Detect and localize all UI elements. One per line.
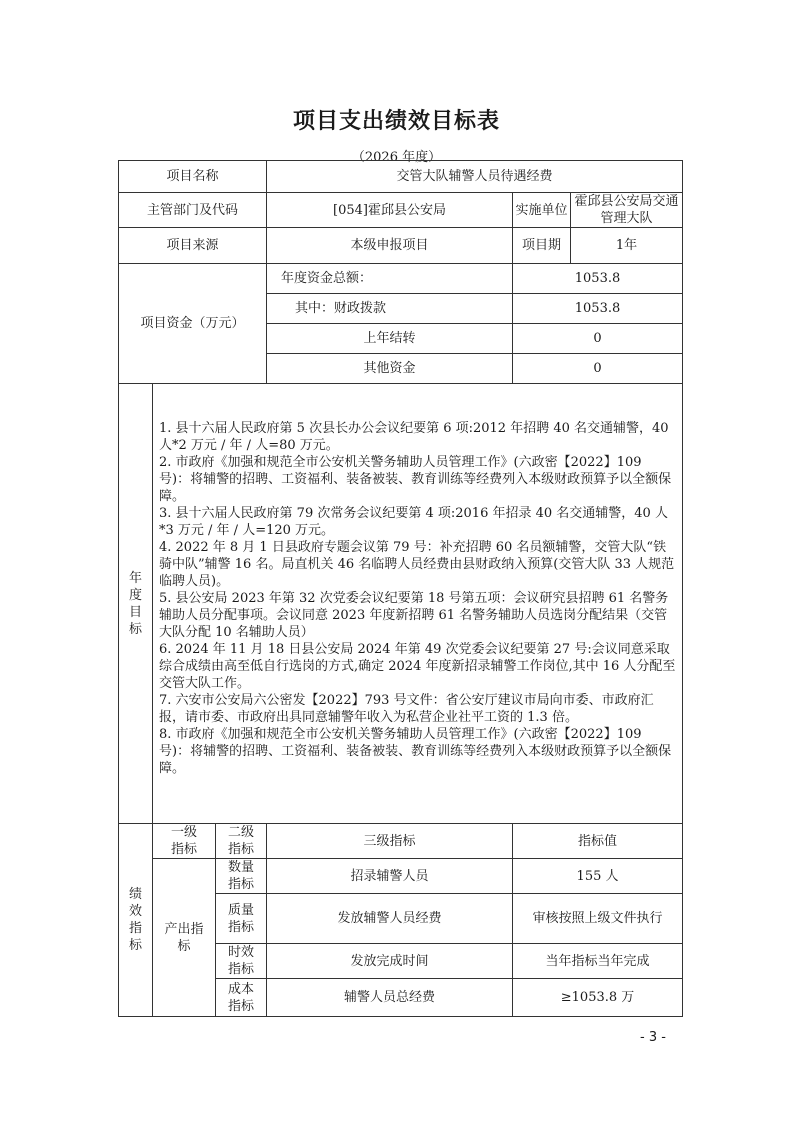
- source-label: 项目来源: [119, 228, 267, 264]
- period-label: 项目期: [513, 228, 571, 264]
- project-name-row: [119, 161, 683, 193]
- fund-value: 1053.8: [513, 264, 683, 294]
- level2: 时效指标: [216, 944, 267, 979]
- dept-label: 主管部门及代码: [119, 193, 267, 228]
- goal-item: 7. 六安市公安局六公密发【2022】793 号文件：省公安厅建议市局向市委、市政府汇报，请市委、市政府出具同意辅警年收入为私营企业社平工资的 1.3 倍。: [159, 693, 654, 725]
- source-value: 本级申报项目: [267, 228, 513, 264]
- impl-unit-label: 实施单位: [513, 193, 571, 228]
- annual-goal-row: [119, 384, 683, 824]
- funds-label: 项目资金（万元）: [119, 264, 267, 384]
- period-value: 1年: [571, 228, 683, 264]
- level3: 发放辅警人员经费: [267, 894, 513, 944]
- dept-value: [054]霍邱县公安局: [267, 193, 513, 228]
- fund-label: 其他资金: [267, 354, 513, 384]
- fund-label: 上年结转: [267, 324, 513, 354]
- page-number: - 3 -: [640, 1030, 666, 1045]
- source-row: [119, 228, 683, 264]
- indicator-value: 155 人: [513, 859, 683, 894]
- project-name-label: 项目名称: [119, 161, 267, 193]
- performance-target-table: [118, 160, 683, 1017]
- fund-row: [119, 264, 683, 294]
- fund-value: 0: [513, 324, 683, 354]
- header-level2: 二级指标: [216, 824, 267, 859]
- document-title: 项目支出绩效目标表: [292, 109, 500, 134]
- indicator-value: 审核按照上级文件执行: [513, 894, 683, 944]
- year-label: （2026 年度）: [351, 150, 442, 165]
- level3: 招录辅警人员: [267, 859, 513, 894]
- annual-goal-label: 年度目标: [119, 384, 153, 824]
- indicator-value: 当年指标当年完成: [513, 944, 683, 979]
- goal-item: 5. 县公安局 2023 年第 32 次党委会议纪要第 18 号第五项：会议研究县招聘 61 名警务辅助人员分配事项。会议同意 2023 年度新招聘 61 名警务辅助人员选岗分配结果（交管大队分配 10 名辅助人员）: [159, 591, 669, 640]
- level1-output: 产出指标: [153, 859, 216, 1017]
- indicator-value: ≥1053.8 万: [513, 979, 683, 1017]
- header-value: 指标值: [513, 824, 683, 859]
- header-level3: 三级指标: [267, 824, 513, 859]
- fund-value: 1053.8: [513, 294, 683, 324]
- fund-value: 0: [513, 354, 683, 384]
- fund-label: 年度资金总额：: [267, 264, 513, 294]
- level2: 数量指标: [216, 859, 267, 894]
- level3: 辅警人员总经费: [267, 979, 513, 1017]
- annual-goal-content: [153, 384, 683, 824]
- goal-item: 4. 2022 年 8 月 1 日县政府专题会议第 79 号：补充招聘 60 名员额辅警，交管大队“铁骑中队”辅警 16 名。局直机关 46 名临聘人员经费由县财政纳入预算(交管大队 33 人规范临聘人员)。: [159, 540, 675, 589]
- dept-row: [119, 193, 683, 228]
- project-name-value: 交管大队辅警人员待遇经费: [267, 161, 683, 193]
- indicators-label: 绩效指标: [119, 824, 153, 1017]
- impl-unit-value: 霍邱县公安局交通管理大队: [571, 193, 683, 228]
- fund-label: 其中：财政拨款: [267, 294, 513, 324]
- indicator-header-row: [119, 824, 683, 859]
- header-level1: 一级指标: [153, 824, 216, 859]
- indicator-row: [119, 859, 683, 894]
- goal-item: 8. 市政府《加强和规范全市公安机关警务辅助人员管理工作》(六政密【2022】109 号)：将辅警的招聘、工资福利、装备被装、教育训练等经费列入本级财政预算予以全额保障。: [159, 727, 672, 776]
- level2: 质量指标: [216, 894, 267, 944]
- goal-item: 1. 县十六届人民政府第 5 次县长办公会议纪要第 6 项:2012 年招聘 40 名交通辅警，40 人*2 万元 / 年 / 人=80 万元。: [159, 421, 669, 453]
- level3: 发放完成时间: [267, 944, 513, 979]
- goal-item: 3. 县十六届人民政府第 79 次常务会议纪要第 4 项:2016 年招录 40 名交通辅警，40 人*3 万元 / 年 / 人=120 万元。: [159, 506, 668, 538]
- goal-item: 6. 2024 年 11 月 18 日县公安局 2024 年第 49 次党委会议纪要第 27 号:会议同意采取综合成绩由高至低自行选岗的方式,确定 2024 年度新招录辅警工作岗位,其中 16 人分配至交管大队工作。: [159, 642, 676, 691]
- level2: 成本指标: [216, 979, 267, 1017]
- goal-item: 2. 市政府《加强和规范全市公安机关警务辅助人员管理工作》(六政密【2022】109 号)：将辅警的招聘、工资福利、装备被装、教育训练等经费列入本级财政预算予以全额保障。: [159, 455, 672, 504]
